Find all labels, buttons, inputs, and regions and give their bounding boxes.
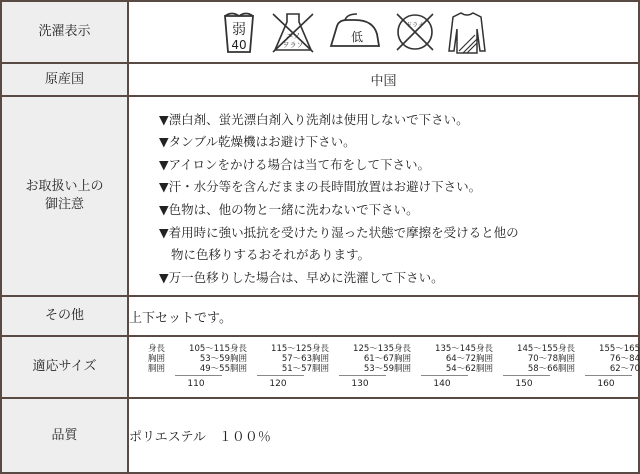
size-measure-row xyxy=(394,364,476,374)
no-chlorine-bleach-icon xyxy=(269,8,317,56)
size-divider xyxy=(339,375,386,376)
size-measure-row xyxy=(312,354,394,364)
size-block xyxy=(394,344,476,390)
measure-value: 70〜78 xyxy=(527,354,558,364)
material-value: ポリエステル １００％ xyxy=(128,398,639,473)
measure-key: 胴囲 xyxy=(476,364,494,374)
size-name: 110 xyxy=(187,379,205,389)
handling-row xyxy=(1,96,639,296)
measure-key: 身長 xyxy=(230,344,248,354)
no-dry-clean-icon xyxy=(393,10,437,54)
other-row xyxy=(1,296,639,336)
size-measure-row xyxy=(230,364,312,374)
measure-value: 105〜115 xyxy=(189,344,230,354)
measure-value: 51〜57 xyxy=(281,364,312,374)
measure-key: 身長 xyxy=(558,344,576,354)
size-block xyxy=(230,344,312,390)
size-measure-row xyxy=(312,364,394,374)
size-block xyxy=(148,344,230,390)
note-item: 物に色移りするおそれがあります。 xyxy=(171,247,371,263)
measure-key: 胸囲 xyxy=(230,354,248,364)
note-item: ▼漂白剤、蛍光漂白剤入り洗剤は使用しないで下さい。 xyxy=(159,111,469,127)
hang-dry-shade-icon xyxy=(447,7,487,57)
measure-value: 76〜84 xyxy=(609,354,640,364)
origin-value: 中国 xyxy=(128,63,639,96)
measure-value: 61〜67 xyxy=(363,354,394,364)
size-name: 160 xyxy=(597,379,615,389)
size-measure-row xyxy=(558,364,640,374)
size-measure-row xyxy=(148,364,230,374)
size-measure-row xyxy=(476,344,558,354)
measure-value: 64〜72 xyxy=(445,354,476,364)
material-label: 品質 xyxy=(1,398,128,473)
note-item: ▼色物は、他の物と一緒に洗わないで下さい。 xyxy=(159,202,419,217)
handling-label-line: 御注意 xyxy=(44,197,84,212)
svg-text:エソ: エソ xyxy=(286,32,300,40)
size-name: 130 xyxy=(351,379,369,389)
iron-setting: 低 xyxy=(350,30,364,44)
wash-temperature: 40 xyxy=(231,38,247,52)
measure-key: 胸囲 xyxy=(476,354,494,364)
note-item: ▼着用時に強い抵抗を受けたり湿った状態で摩擦を受けると他の xyxy=(159,224,519,240)
origin-row xyxy=(1,63,639,96)
size-chart xyxy=(128,336,639,398)
origin-label: 原産国 xyxy=(1,63,128,96)
size-name: 140 xyxy=(433,379,451,389)
measure-key: 身長 xyxy=(312,344,330,354)
other-value: 上下セットです。 xyxy=(128,296,639,336)
measure-value: 115〜125 xyxy=(271,344,312,354)
size-row xyxy=(1,336,639,398)
measure-value: 62〜70 xyxy=(609,364,640,374)
size-measure-row xyxy=(476,354,558,364)
measure-value: 53〜59 xyxy=(363,364,394,374)
measure-key: 胴囲 xyxy=(312,364,330,374)
handling-notes xyxy=(128,96,639,296)
note-item: ▼タンブル乾燥機はお避け下さい。 xyxy=(159,134,356,150)
wash-strength: 弱 xyxy=(232,22,246,38)
size-measure-row xyxy=(394,344,476,354)
note-item: ▼万一色移りした場合は、早めに洗濯して下さい。 xyxy=(159,269,444,285)
handling-label xyxy=(1,96,128,296)
care-row xyxy=(1,1,639,63)
size-measure-row xyxy=(312,344,394,354)
iron-low-icon xyxy=(327,12,383,52)
size-measure-row xyxy=(558,354,640,364)
wash-tub-icon xyxy=(219,8,259,56)
size-name: 150 xyxy=(515,379,533,389)
measure-value: 49〜55 xyxy=(199,364,230,374)
measure-key: 胴囲 xyxy=(394,364,412,374)
material-row xyxy=(1,398,639,473)
size-measure-row xyxy=(394,354,476,364)
measure-key: 身長 xyxy=(476,344,494,354)
size-measure-row xyxy=(230,344,312,354)
measure-key: 胸囲 xyxy=(312,354,330,364)
size-measure-row xyxy=(230,354,312,364)
svg-text:ドライ: ドライ xyxy=(406,22,424,29)
measure-value: 53〜59 xyxy=(199,354,230,364)
measure-key: 身長 xyxy=(148,344,166,354)
note-item: ▼汗・水分等を含んだままの長時間放置はお避け下さい。 xyxy=(159,179,482,195)
measure-key: 胸囲 xyxy=(558,354,576,364)
measure-key: 胴囲 xyxy=(148,364,166,374)
size-measure-row xyxy=(558,344,640,354)
measure-value: 145〜155 xyxy=(517,344,558,354)
size-measure-row xyxy=(148,344,230,354)
measure-value: 54〜62 xyxy=(445,364,476,374)
measure-key: 胴囲 xyxy=(230,364,248,374)
measure-value: 58〜66 xyxy=(527,364,558,374)
size-measure-row xyxy=(476,364,558,374)
size-divider xyxy=(421,375,468,376)
measure-value: 135〜145 xyxy=(435,344,476,354)
measure-value: 155〜165 xyxy=(599,344,640,354)
measure-value: 57〜63 xyxy=(281,354,312,364)
measure-key: 胸囲 xyxy=(394,354,412,364)
size-divider xyxy=(257,375,304,376)
size-label: 適応サイズ xyxy=(1,336,128,398)
size-measure-row xyxy=(148,354,230,364)
measure-key: 胸囲 xyxy=(148,354,166,364)
size-block xyxy=(558,344,640,390)
care-symbols xyxy=(128,1,639,63)
note-item: ▼アイロンをかける場合は当て布をして下さい。 xyxy=(159,156,430,172)
size-divider xyxy=(175,375,222,376)
size-block xyxy=(476,344,558,390)
measure-value: 125〜135 xyxy=(353,344,394,354)
size-divider xyxy=(585,375,632,376)
measure-key: 身長 xyxy=(394,344,412,354)
care-label: 洗濯表示 xyxy=(1,1,128,63)
handling-label-line: お取扱い上の xyxy=(25,179,104,194)
other-label: その他 xyxy=(1,296,128,336)
svg-text:ヲラソ: ヲラソ xyxy=(282,41,304,49)
size-name: 120 xyxy=(269,379,287,389)
size-divider xyxy=(503,375,550,376)
measure-key: 胴囲 xyxy=(558,364,576,374)
size-block xyxy=(312,344,394,390)
